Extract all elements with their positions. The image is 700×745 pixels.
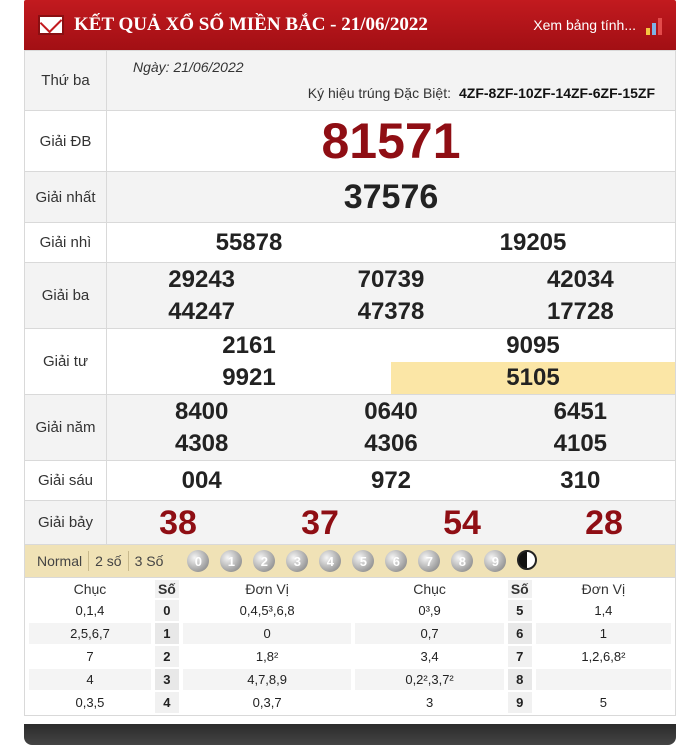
table-cell: 3	[355, 692, 503, 713]
digit-ball-7[interactable]: 7	[418, 550, 440, 572]
table-cell: 1	[155, 623, 179, 644]
prize-row-sau	[25, 461, 675, 501]
table-cell: 4,7,8,9	[183, 669, 351, 690]
prize-label: Giải sáu	[25, 461, 107, 500]
prize-number: 54	[443, 504, 481, 542]
prize-number: 4105	[553, 430, 608, 457]
table-cell: 0	[183, 623, 351, 644]
panel-footer-bar	[24, 724, 676, 745]
table-cell: 0³,9	[355, 600, 503, 621]
table-cell: 1,8²	[183, 646, 351, 667]
loto-table	[25, 578, 675, 715]
table-row	[29, 623, 671, 644]
prize-number: 55878	[215, 229, 283, 256]
table-cell: 4	[155, 692, 179, 713]
table-cell: 4	[29, 669, 151, 690]
results-panel	[24, 0, 676, 745]
prize-label: Giải nhì	[25, 223, 107, 262]
table-cell: 1,2,6,8²	[536, 646, 671, 667]
col-header: Chục	[355, 580, 503, 598]
table-cell: 0,3,7	[183, 692, 351, 713]
table-cell: 5	[508, 600, 532, 621]
option-3-so[interactable]: 3 Số	[134, 553, 164, 569]
table-row	[29, 692, 671, 713]
prize-number: 29243	[168, 266, 236, 293]
prize-row-ba	[25, 263, 675, 329]
table-cell: 3	[155, 669, 179, 690]
table-cell: 0,7	[355, 623, 503, 644]
table-cell: 9	[508, 692, 532, 713]
prize-number: 9095	[506, 332, 560, 359]
table-cell: 0,4,5³,6,8	[183, 600, 351, 621]
prize-number: 70739	[357, 266, 425, 293]
prize-label: Giải ba	[25, 263, 107, 328]
table-row	[29, 669, 671, 690]
day-label: Thứ ba	[25, 51, 107, 110]
table-cell: 8	[508, 669, 532, 690]
option-2-so[interactable]: 2 số	[89, 551, 128, 571]
prize-number: 0640	[364, 398, 418, 425]
table-cell: 3,4	[355, 646, 503, 667]
table-cell: 0,1,4	[29, 600, 151, 621]
prize-number: 37	[301, 504, 339, 542]
col-header: Đơn Vị	[536, 580, 671, 598]
prize-number: 17728	[546, 298, 614, 325]
prize-number: 8400	[174, 398, 229, 425]
info-cell	[107, 51, 675, 110]
prize-row-tu	[25, 329, 675, 395]
prize-number: 47378	[357, 298, 425, 325]
prize-number: 6451	[553, 398, 608, 425]
prize-number: 4306	[364, 430, 418, 457]
digit-ball-5[interactable]: 5	[352, 550, 374, 572]
table-cell: 7	[29, 646, 151, 667]
info-row	[25, 51, 675, 111]
table-cell: 0	[155, 600, 179, 621]
special-code-value: 4ZF-8ZF-10ZF-14ZF-6ZF-15ZF	[458, 85, 655, 101]
table-cell: 1	[536, 623, 671, 644]
col-header: Số	[508, 580, 532, 598]
prize-label: Giải nhất	[25, 172, 107, 222]
table-cell: 0,3,5	[29, 692, 151, 713]
yin-yang-icon[interactable]	[517, 550, 537, 570]
special-code	[308, 85, 655, 101]
digit-ball-8[interactable]: 8	[451, 550, 473, 572]
table-cell: 2,5,6,7	[29, 623, 151, 644]
prize-row-nhat	[25, 172, 675, 223]
option-normal[interactable]: Normal	[31, 551, 89, 571]
table-cell: 6	[508, 623, 532, 644]
table-cell: 0,2²,3,7²	[355, 669, 503, 690]
prize-number: 42034	[546, 266, 614, 293]
table-cell	[536, 669, 671, 690]
digit-ball-6[interactable]: 6	[385, 550, 407, 572]
prize-number: 004	[181, 467, 222, 494]
table-cell: 1,4	[536, 600, 671, 621]
prize-number: 972	[370, 467, 412, 494]
mail-icon	[38, 15, 64, 35]
digit-ball-4[interactable]: 4	[319, 550, 341, 572]
prize-row-bay	[25, 501, 675, 545]
prize-db-number: 81571	[321, 113, 461, 169]
view-table-link[interactable]: Xem bảng tính...	[533, 17, 636, 33]
prize-label: Giải ĐB	[25, 111, 107, 171]
prize-number: 19205	[499, 229, 567, 256]
digit-ball-2[interactable]: 2	[253, 550, 275, 572]
prize-number-highlight: 5105	[391, 362, 675, 394]
prize-number: 9921	[222, 364, 276, 391]
prize-number: 44247	[168, 298, 236, 325]
table-row	[29, 646, 671, 667]
prize-row-db	[25, 111, 675, 172]
prize-row-nam	[25, 395, 675, 461]
col-header: Đơn Vị	[183, 580, 351, 598]
prize-label: Giải tư	[25, 329, 107, 394]
prize-label: Giải bảy	[25, 501, 107, 544]
display-toolbar	[25, 545, 675, 578]
digit-ball-1[interactable]: 1	[220, 550, 242, 572]
prize-table	[24, 50, 676, 716]
prize-row-nhi	[25, 223, 675, 263]
digit-ball-3[interactable]: 3	[286, 550, 308, 572]
prize-label: Giải năm	[25, 395, 107, 460]
results-title: KẾT QUẢ XỔ SỐ MIỀN BẮC - 21/06/2022	[74, 14, 428, 35]
col-header: Số	[155, 580, 179, 598]
digit-ball-0[interactable]: 0	[187, 550, 209, 572]
prize-nhat-number: 37576	[343, 178, 439, 216]
prize-number: 2161	[222, 332, 276, 359]
prize-number: 28	[585, 504, 623, 542]
prize-number: 38	[159, 504, 197, 542]
table-cell: 2	[155, 646, 179, 667]
digit-ball-9[interactable]: 9	[484, 550, 506, 572]
table-cell: 5	[536, 692, 671, 713]
table-cell: 7	[508, 646, 532, 667]
digit-filter	[187, 550, 537, 572]
table-row	[29, 600, 671, 621]
prize-number: 310	[560, 467, 601, 494]
col-header: Chục	[29, 580, 151, 598]
draw-date: Ngày: 21/06/2022	[133, 59, 244, 75]
chart-icon[interactable]	[646, 15, 668, 35]
prize-number: 4308	[174, 430, 229, 457]
results-header	[24, 0, 676, 50]
special-code-label: Ký hiệu trúng Đặc Biệt:	[307, 85, 451, 101]
